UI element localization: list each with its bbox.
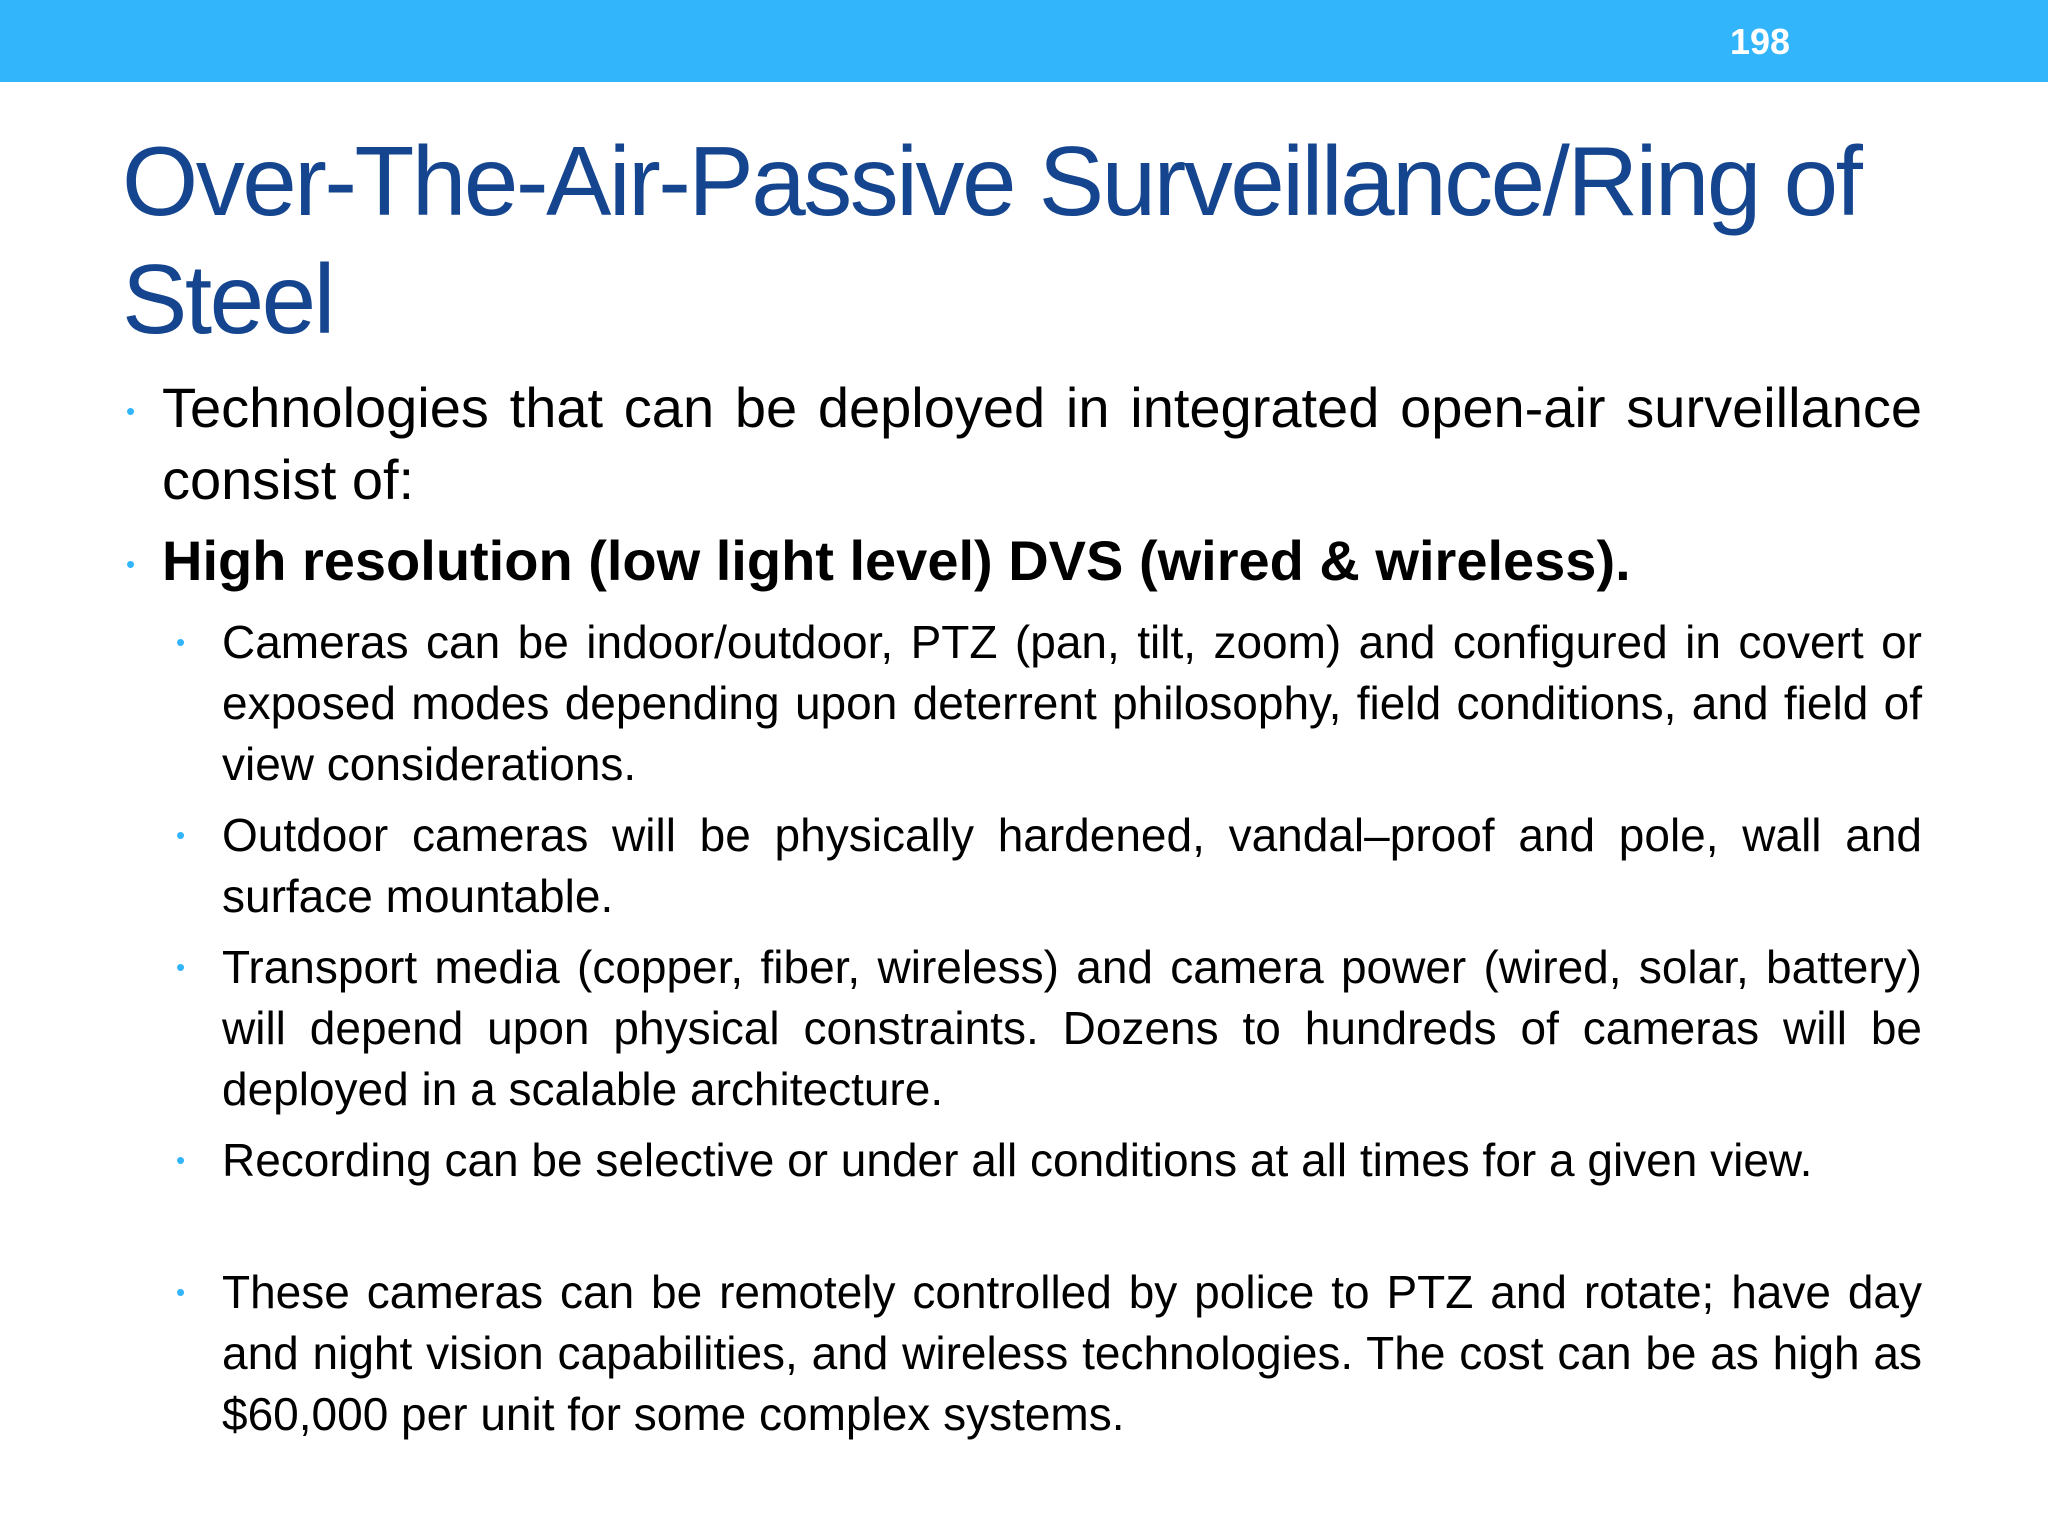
sub-bullet-item: Cameras can be indoor/outdoor, PTZ (pan, tilt, zoom) and configured in covert or exposed modes depending upon deterrent philosophy, field conditions, and field of view considerations. [222, 616, 1922, 790]
sub-bullet-dot-icon: • [176, 820, 186, 850]
sub-bullet-item: Transport media (copper, fiber, wireless) and camera power (wired, solar, battery) will depend upon physical constraints. Dozens to hundreds of cameras will be deployed in a scalable architecture. [222, 941, 1922, 1115]
sub-bullet-item: These cameras can be remotely controlled by police to PTZ and rotate; have day and night vision capabilities, and wireless technologies. The cost can be as high as $60,000 per unit for some complex systems. [222, 1266, 1922, 1440]
header-bar [0, 0, 2048, 82]
sub-bullet-dot-icon: • [176, 627, 186, 657]
bullet-dot-icon: • [126, 396, 136, 426]
bullet-item: Technologies that can be deployed in integrated open-air surveillance consist of: [162, 376, 1922, 511]
sub-bullet-dot-icon: • [176, 952, 186, 982]
bullet-dot-icon: • [126, 549, 136, 579]
sub-bullet-item: Outdoor cameras will be physically hardened, vandal–proof and pole, wall and surface mountable. [222, 809, 1922, 922]
bullet-item-bold: High resolution (low light level) DVS (wired & wireless). [162, 529, 1631, 592]
slide-title: Over-The-Air-Passive Surveillance/Ring of Steel [122, 126, 1861, 354]
sub-bullet-dot-icon: • [176, 1277, 186, 1307]
sub-bullet-item: Recording can be selective or under all conditions at all times for a given view. [222, 1134, 1813, 1186]
slide-number: 198 [1729, 21, 1791, 62]
sub-bullet-dot-icon: • [176, 1145, 186, 1175]
